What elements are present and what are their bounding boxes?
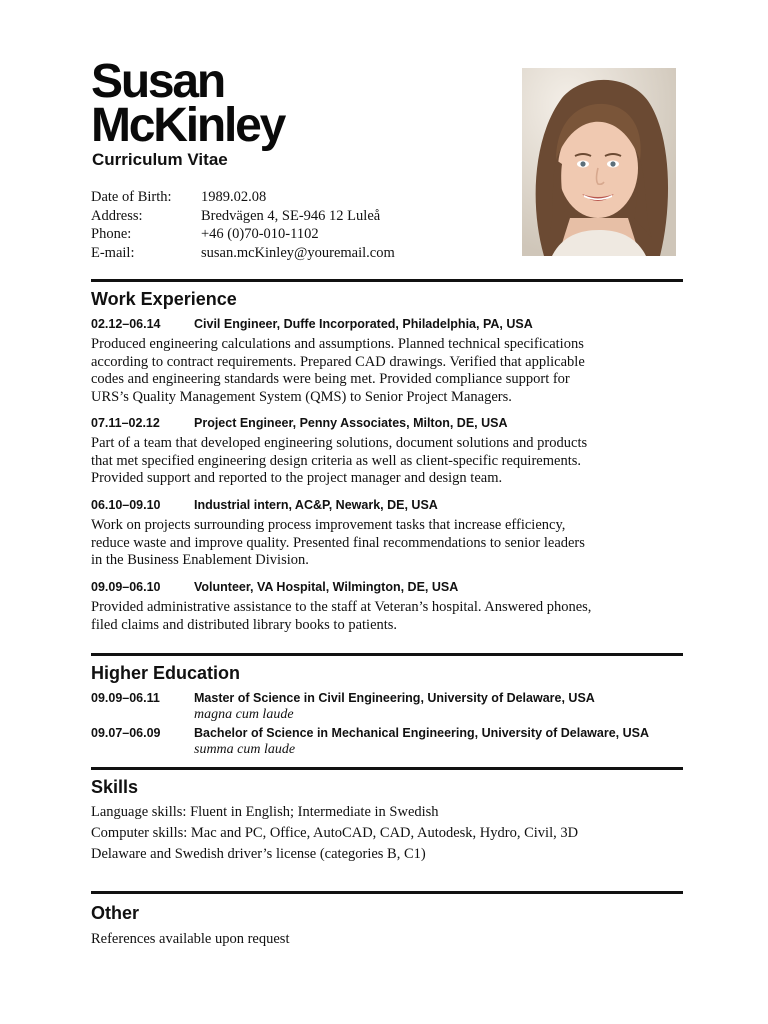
work-role: Project Engineer, Penny Associates, Milton, DE, USA [194, 416, 508, 430]
description-line: Provided support and reported to the project manager and design team. [91, 470, 503, 486]
description-line: filed claims and distributed library books to patients. [91, 616, 398, 633]
education-entry-header [91, 726, 649, 740]
info-row-dob [91, 188, 395, 207]
section-divider [91, 767, 683, 770]
description-line: reduce waste and improve quality. Presented final recommendations to senior leaders [91, 534, 585, 551]
info-row-email [91, 244, 395, 263]
info-label: E-mail: [91, 244, 135, 261]
description-line: Produced engineering calculations and assumptions. Planned technical specifications [91, 336, 584, 352]
personal-info [91, 188, 395, 262]
info-value: Bredvägen 4, SE-946 12 Luleå [201, 207, 381, 224]
section-heading-skills: Skills [91, 777, 139, 797]
section-divider [91, 279, 683, 282]
section-divider [91, 653, 683, 656]
description-line: codes and engineering standards were being met. Provided compliance support for [91, 371, 570, 387]
work-role: Volunteer, VA Hospital, Wilmington, DE, USA [194, 580, 459, 594]
work-date: 09.09–06.10 [91, 580, 161, 594]
section-heading-other: Other [91, 903, 140, 923]
info-row-phone [91, 225, 395, 244]
description-line: Provided administrative assistance to the staff at Veteran’s hospital. Answered phones, [91, 599, 592, 615]
skills-line: Delaware and Swedish driver’s license (categories B, C1) [91, 846, 426, 862]
portrait-illustration [522, 68, 676, 256]
description-line: URS’s Quality Management System (QMS) to Senior Project Managers. [91, 388, 512, 405]
work-description [91, 336, 631, 406]
work-entry-header [91, 580, 458, 594]
work-description [91, 435, 631, 488]
work-role: Civil Engineer, Duffe Incorporated, Philadelphia, PA, USA [194, 317, 533, 331]
section-heading-work: Work Experience [91, 289, 237, 309]
education-degree: Bachelor of Science in Mechanical Engineering, University of Delaware, USA [194, 726, 649, 740]
skills-line: Language skills: Fluent in English; Intermediate in Swedish [91, 804, 439, 820]
info-label: Date of Birth: [91, 189, 172, 205]
education-entry-header [91, 691, 595, 705]
info-value: 1989.02.08 [201, 189, 267, 205]
description-line: according to contract requirements. Prepared CAD drawings. Verified that applicable [91, 353, 585, 370]
description-line: in the Business Enablement Division. [91, 552, 309, 568]
education-date: 09.09–06.11 [91, 691, 160, 705]
info-value: +46 (0)70-010-1102 [201, 226, 319, 242]
section-divider [91, 891, 683, 894]
education-honor: magna cum laude [194, 707, 294, 722]
info-row-address [91, 207, 395, 226]
description-line: Part of a team that developed engineering solutions, document solutions and products [91, 435, 588, 451]
description-line: that met specified engineering design criteria as well as client-specific requirements. [91, 452, 581, 469]
work-role: Industrial intern, AC&P, Newark, DE, USA [194, 498, 438, 512]
work-entry-header [91, 416, 508, 430]
name-heading [91, 55, 285, 152]
work-entry-header [91, 498, 438, 512]
education-honor: summa cum laude [194, 742, 296, 757]
info-label: Phone: [91, 226, 132, 242]
work-entry-header [91, 317, 533, 331]
skills-line: Computer skills: Mac and PC, Office, AutoCAD, CAD, Autodesk, Hydro, Civil, 3D [91, 825, 579, 841]
description-line: Work on projects surrounding process improvement tasks that increase efficiency, [91, 517, 566, 533]
work-description [91, 517, 631, 570]
education-degree: Master of Science in Civil Engineering, University of Delaware, USA [194, 691, 595, 705]
education-date: 09.07–06.09 [91, 726, 161, 740]
info-value: susan.mcKinley@youremail.com [201, 244, 395, 261]
last-name: McKinley [91, 99, 285, 152]
document-subtitle: Curriculum Vitae [92, 150, 228, 169]
info-label: Address: [91, 207, 143, 224]
work-date: 07.11–02.12 [91, 416, 160, 430]
work-date: 06.10–09.10 [91, 498, 161, 512]
other-text: References available upon request [91, 931, 290, 947]
work-description [91, 599, 631, 634]
first-name: Susan [91, 55, 225, 108]
section-heading-education: Higher Education [91, 663, 241, 683]
work-date: 02.12–06.14 [91, 317, 161, 331]
profile-photo [522, 68, 676, 256]
